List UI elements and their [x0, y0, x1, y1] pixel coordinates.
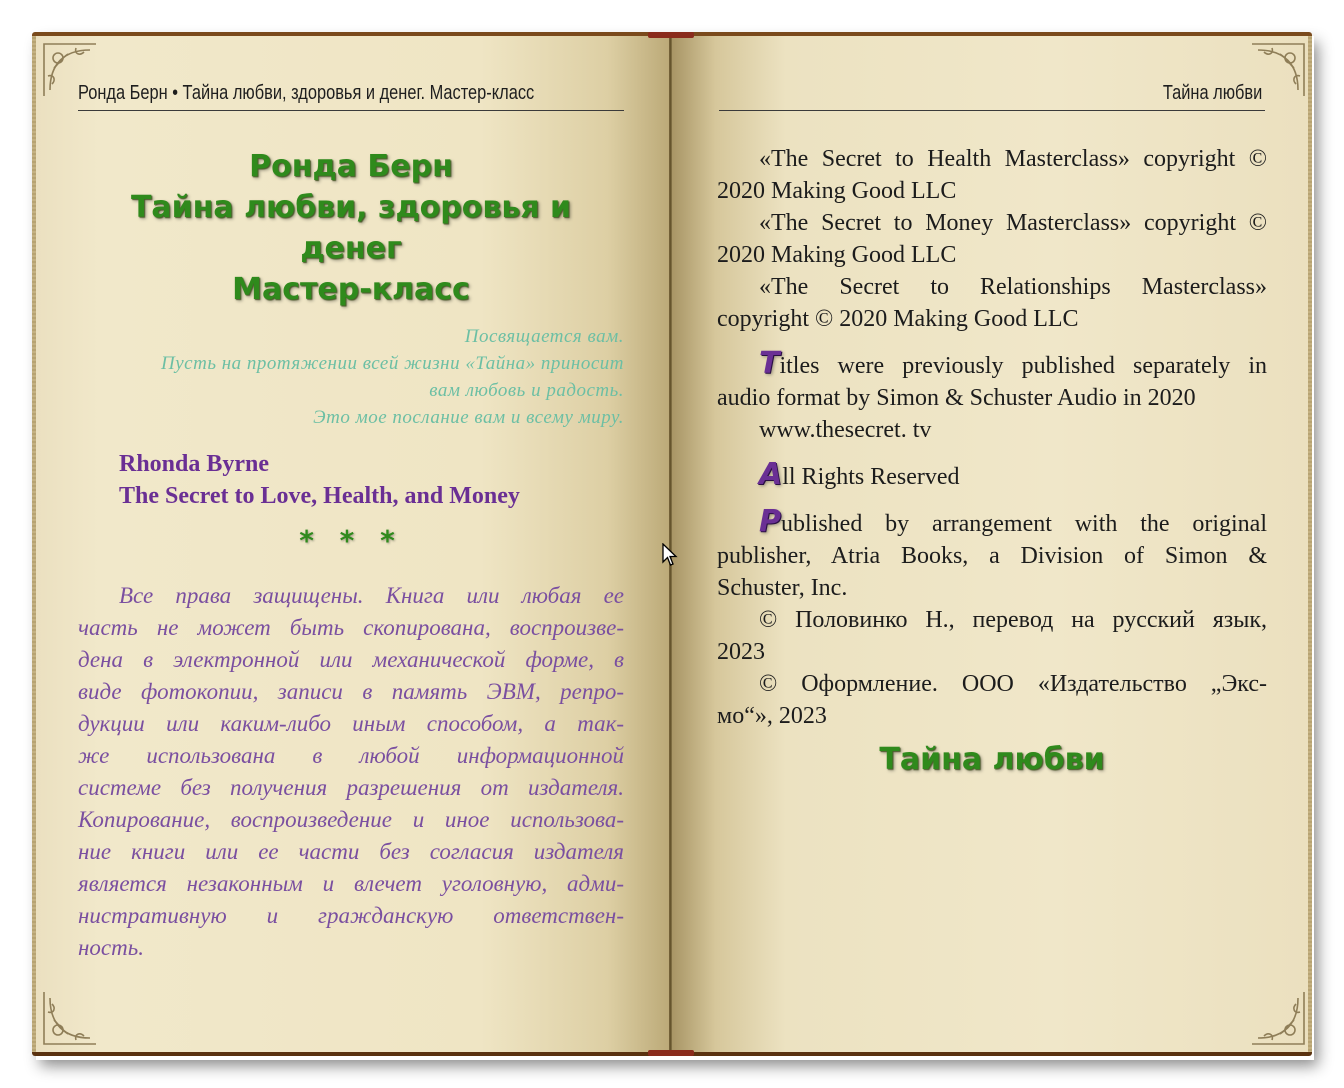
text-line: publisher, Atria Books, a Division of Simon & [717, 543, 1267, 569]
section-heading: Тайна любви [879, 742, 1105, 777]
rights-line: Копирование, воспроизведение и иное использова- [78, 807, 624, 832]
text-line: © Половинко Н., перевод на русский язык, [759, 607, 1267, 633]
rights-line: является незаконным и влечет уголовную, адми- [78, 871, 624, 896]
text-line: audio format by Simon & Schuster Audio in 2020 [717, 385, 1196, 411]
dropcap-letter: T [759, 346, 780, 381]
rights-line: дукции или каким-либо иным способом, а так- [78, 711, 624, 736]
text-line: Schuster, Inc. [717, 575, 848, 601]
dedication-line: Это мое послание вам и всему миру. [313, 407, 624, 428]
spine-headband-bottom [648, 1050, 694, 1056]
title-line: Тайна любви, здоровья и [130, 190, 572, 225]
mouse-cursor-icon [662, 543, 678, 567]
original-author: Rhonda Byrne [119, 451, 270, 477]
dedication [78, 323, 624, 431]
text-line: мо“», 2023 [717, 703, 827, 729]
rights-notice [78, 580, 624, 964]
rights-line: же использована в любой информационной [78, 743, 624, 768]
original-title: The Secret to Love, Health, and Money [119, 483, 520, 509]
text-fragment: ll Rights Reserved [782, 464, 960, 490]
dedication-line: Посвящается вам. [464, 326, 624, 347]
copyright-text [717, 143, 1267, 732]
left-head-rule [78, 110, 624, 111]
text-line: 2020 Making Good LLC [717, 242, 957, 268]
ornament-corner-icon [40, 988, 100, 1048]
rights-line: нистративную и гражданскую ответствен- [78, 903, 624, 928]
text-line [717, 348, 1267, 382]
text-line: «The Secret to Money Masterclass» copyright © [759, 210, 1267, 236]
text-line: copyright © 2020 Making Good LLC [717, 306, 1079, 332]
original-edition [119, 448, 520, 512]
title-line: Мастер-класс [232, 272, 470, 307]
rights-line: виде фотокопии, записи в память ЭВМ, репро- [78, 679, 624, 704]
right-head-rule [719, 110, 1265, 111]
left-running-head: Ронда Берн • Тайна любви, здоровья и денег. Мастер-класс [78, 82, 535, 104]
dedication-line: Пусть на протяжении всей жизни «Тайна» приносит [161, 353, 624, 374]
text-line: 2023 [717, 639, 765, 665]
right-running-head: Тайна любви [1162, 82, 1262, 104]
right-page-edge [1308, 36, 1312, 1052]
dropcap-letter: P [759, 504, 781, 539]
book-title [78, 146, 624, 310]
rights-line: ние книги или ее части без согласия издателя [78, 839, 624, 864]
website-line: www.thesecret. tv [759, 417, 932, 443]
rights-line: дена в электронной или механической форме, в [78, 647, 624, 672]
rights-line: ность. [78, 935, 144, 960]
text-line: «The Secret to Health Masterclass» copyright © [759, 146, 1267, 172]
title-line: Ронда Берн [249, 149, 453, 184]
text-line: «The Secret to Relationships Masterclass» [759, 274, 1267, 300]
title-line: денег [300, 231, 402, 266]
dropcap-letter: A [759, 457, 783, 492]
text-line: © Оформление. ООО «Издательство „Экс- [759, 671, 1267, 697]
text-line [717, 506, 1267, 540]
text-line [717, 459, 1267, 493]
spine-headband-top [648, 32, 694, 38]
ornament-corner-icon [1248, 988, 1308, 1048]
rights-line: Все права защищены. Книга или любая ее [119, 583, 624, 608]
text-fragment: itles were previously published separately in [779, 353, 1267, 379]
text-fragment: ublished by arrangement with the original [781, 511, 1267, 537]
dedication-line: вам любовь и радость. [429, 380, 624, 401]
text-line: 2020 Making Good LLC [717, 178, 957, 204]
rights-line: часть не может быть скопирована, воспроизве- [78, 615, 624, 640]
section-separator: * * * [299, 524, 403, 557]
rights-line: системе без получения разрешения от издателя. [78, 775, 624, 800]
